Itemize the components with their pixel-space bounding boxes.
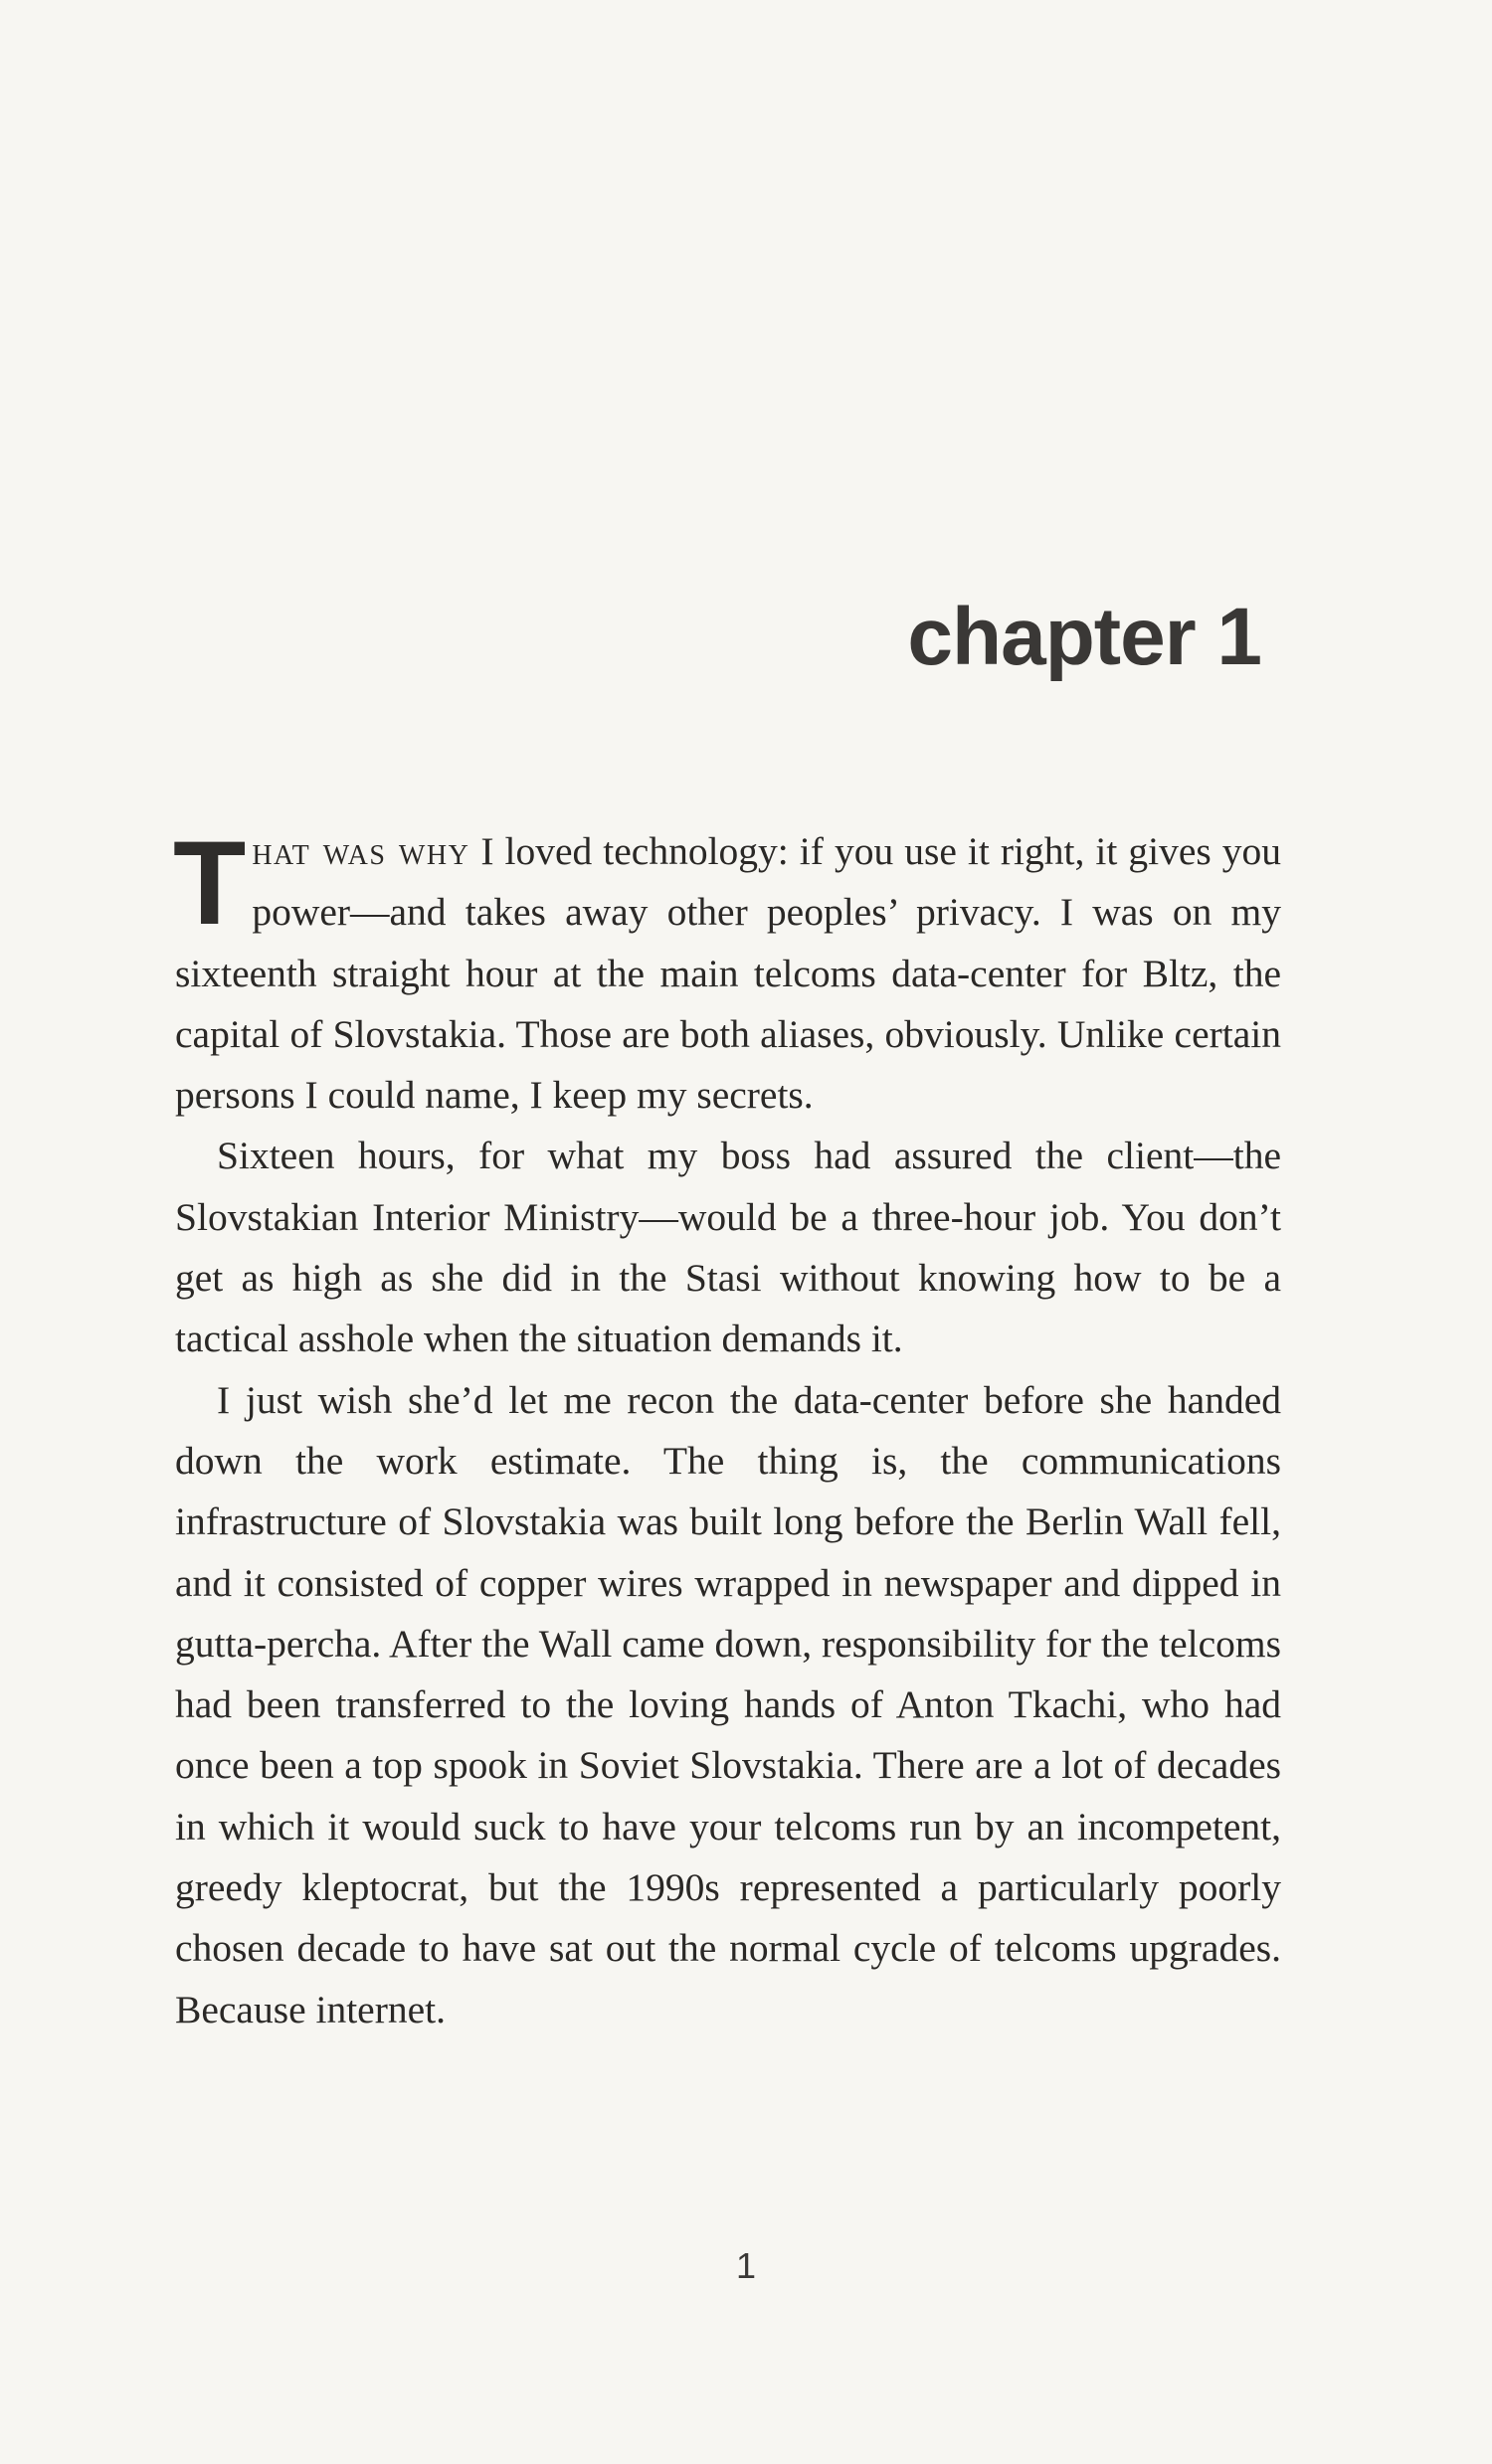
opening-paragraph	[173, 816, 1281, 1126]
opening-small-caps: hat was why	[252, 829, 470, 873]
opening-text: I loved technology: if you use it right, it gives you power—and takes away other peoples’ privacy. I was on my sixteenth straight hour at the main telcoms data-center for Bltz, the capital of Slovstakia. Those are both aliases, obviously. Unlike certain persons I could name, I keep my secrets.	[175, 829, 1281, 1118]
page-number: 1	[735, 2245, 757, 2286]
paragraph: I just wish she’d let me recon the data-center before she handed down the work estimate. The thing is, the communications infrastructure of Slovstakia was built long before the Berlin Wall fell, and it consisted of copper wires wrapped in newspaper and dipped in gutta-percha. After the Wall came down, responsibility for the telcoms had been transferred to the loving hands of Anton Tkachi, who had once been a top spook in Soviet Slovstakia. There are a lot of decades in which it would suck to have your telcoms run by an incompetent, greedy kleptocrat, but the 1990s represented a particularly poorly chosen decade to have sat out the normal cycle of telcoms upgrades. Because internet.	[175, 1377, 1281, 2031]
paragraph: Sixteen hours, for what my boss had assured the client—the Slovstakian Interior Ministry—would be a three-hour job. You don’t get as high as she did in the Stasi without knowing how to be a tactical asshole when the situation demands it.	[175, 1134, 1281, 1361]
chapter-heading: chapter 1	[907, 592, 1261, 682]
drop-cap: T	[173, 816, 247, 950]
chapter-body	[173, 816, 1281, 2040]
